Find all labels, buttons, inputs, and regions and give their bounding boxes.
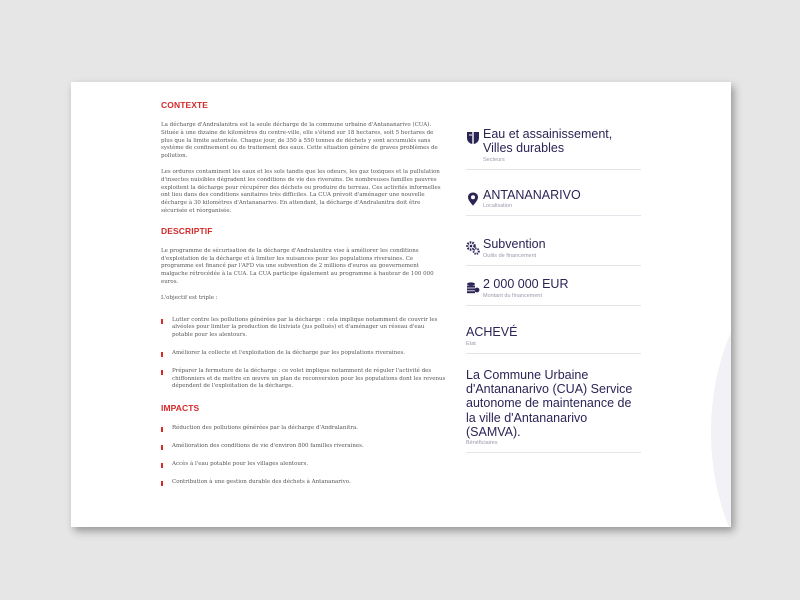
outils-info bbox=[466, 238, 641, 266]
contexte-paragraph-2: Les ordures contaminent les eaux et les sols tandis que les odeurs, les gaz toxiques et la pullulation d'insectes nuisibles dégradent les conditions de vie des riverains. De nombreuses familles pauvres exploitent la décharge pour récupérer des déchets ou produire du terreau. Ces activités informelles ont lieu dans des conditions sanitaires très difficiles. La CUA prévoit d'aménager une nouvelle décharge à 30 kilomètres d'Antananarivo. En attendant, la décharge d'Andralanitra doit être sécurisée et réorganisée. bbox=[161, 168, 441, 214]
descriptif-paragraph-2: L'objectif est triple : bbox=[161, 294, 218, 301]
beneficiaires-label: Bénéficiaires bbox=[466, 440, 498, 447]
document-page bbox=[71, 82, 731, 527]
impacts-bullet-list bbox=[161, 425, 446, 486]
descriptif-paragraph-1: Le programme de sécurisation de la décharge d'Andralanitra vise à améliorer les conditions d'exploitation de la décharge et à limiter les nuisances pour les populations riveraines. Ce programme est financé par l'AFD via une subvention de 2 millions d'euros au gouvernement malgache rétrocédée à la CUA. La CUA participe également au programme à hauteur de 100 000 euros. bbox=[161, 247, 434, 285]
coins-icon bbox=[466, 281, 480, 295]
info-sidebar bbox=[466, 128, 641, 453]
gears-icon bbox=[466, 241, 480, 255]
etat-label: Etat bbox=[466, 340, 476, 347]
descriptif-heading: DESCRIPTIF bbox=[161, 225, 213, 236]
contexte-heading: CONTEXTE bbox=[161, 100, 209, 110]
descriptif-bullet-list bbox=[161, 317, 446, 392]
beneficiaires-value: La Commune Urbaine d'Antananarivo (CUA) Service autonome de maintenance de la ville d'Antananarivo (SAMVA). bbox=[466, 367, 633, 439]
list-item: Contribution à une gestion durable des déchets à Antananarivo. bbox=[161, 479, 446, 487]
etat-info bbox=[466, 326, 641, 354]
list-item: Lutter contre les pollutions générées par la décharge : cela implique notamment de couvrir les alvéoles pour limiter la production de lixiviats (jus pollués) et d'aménager un réseau d'eau potable pour les alentours. bbox=[161, 317, 446, 340]
location-pin-icon bbox=[466, 192, 480, 206]
secteurs-label: Secteurs bbox=[483, 156, 505, 163]
contexte-paragraph-1: La décharge d'Andralanitra est la seule décharge de la commune urbaine d'Antananarivo (CUA). Située à une dizaine de kilomètres du centre-ville, elle s'étend sur 18 hectares, soit 5 hectares de plus que la limite autorisée. Chaque jour, de 350 à 550 tonnes de déchets y sont accumulés sans système de confinement ou de traitement des eaux. Cette situation génère de graves problèmes de pollution. bbox=[161, 122, 438, 160]
beneficiaires-info bbox=[466, 368, 641, 454]
secteurs-info bbox=[466, 128, 641, 170]
list-item: Amélioration des conditions de vie d'environ 800 familles riveraines. bbox=[161, 443, 446, 451]
localisation-label: Localisation bbox=[483, 203, 513, 210]
montant-label: Montant du financement bbox=[483, 292, 543, 299]
localisation-value: ANTANANARIVO bbox=[483, 187, 581, 202]
sector-icon bbox=[466, 131, 480, 145]
list-item: Réduction des pollutions générées par la décharge d'Andralanitra. bbox=[161, 425, 446, 433]
list-item: Préparer la fermeture de la décharge : ce volet implique notamment de réguler l'activité des chiffonniers et de mettre en œuvre un plan de reconversion pour les populations dont les revenus dépendent de l'exploitation de la décharge. bbox=[161, 368, 446, 391]
outils-label: Outils de financement bbox=[483, 253, 537, 259]
secteurs-value: Eau et assainissement, Villes durables bbox=[483, 127, 613, 155]
montant-value: 2 000 000 EUR bbox=[483, 277, 569, 291]
list-item: Améliorer la collecte et l'exploitation de la décharge par les populations riveraines. bbox=[161, 350, 446, 358]
montant-info bbox=[466, 278, 641, 306]
main-column bbox=[161, 100, 446, 498]
impacts-heading: IMPACTS bbox=[161, 403, 200, 414]
etat-value: ACHEVÉ bbox=[466, 324, 518, 339]
decorative-arc bbox=[711, 252, 731, 527]
outils-value: Subvention bbox=[483, 237, 546, 252]
list-item: Accès à l'eau potable pour les villages alentours. bbox=[161, 461, 446, 469]
localisation-info bbox=[466, 189, 641, 217]
